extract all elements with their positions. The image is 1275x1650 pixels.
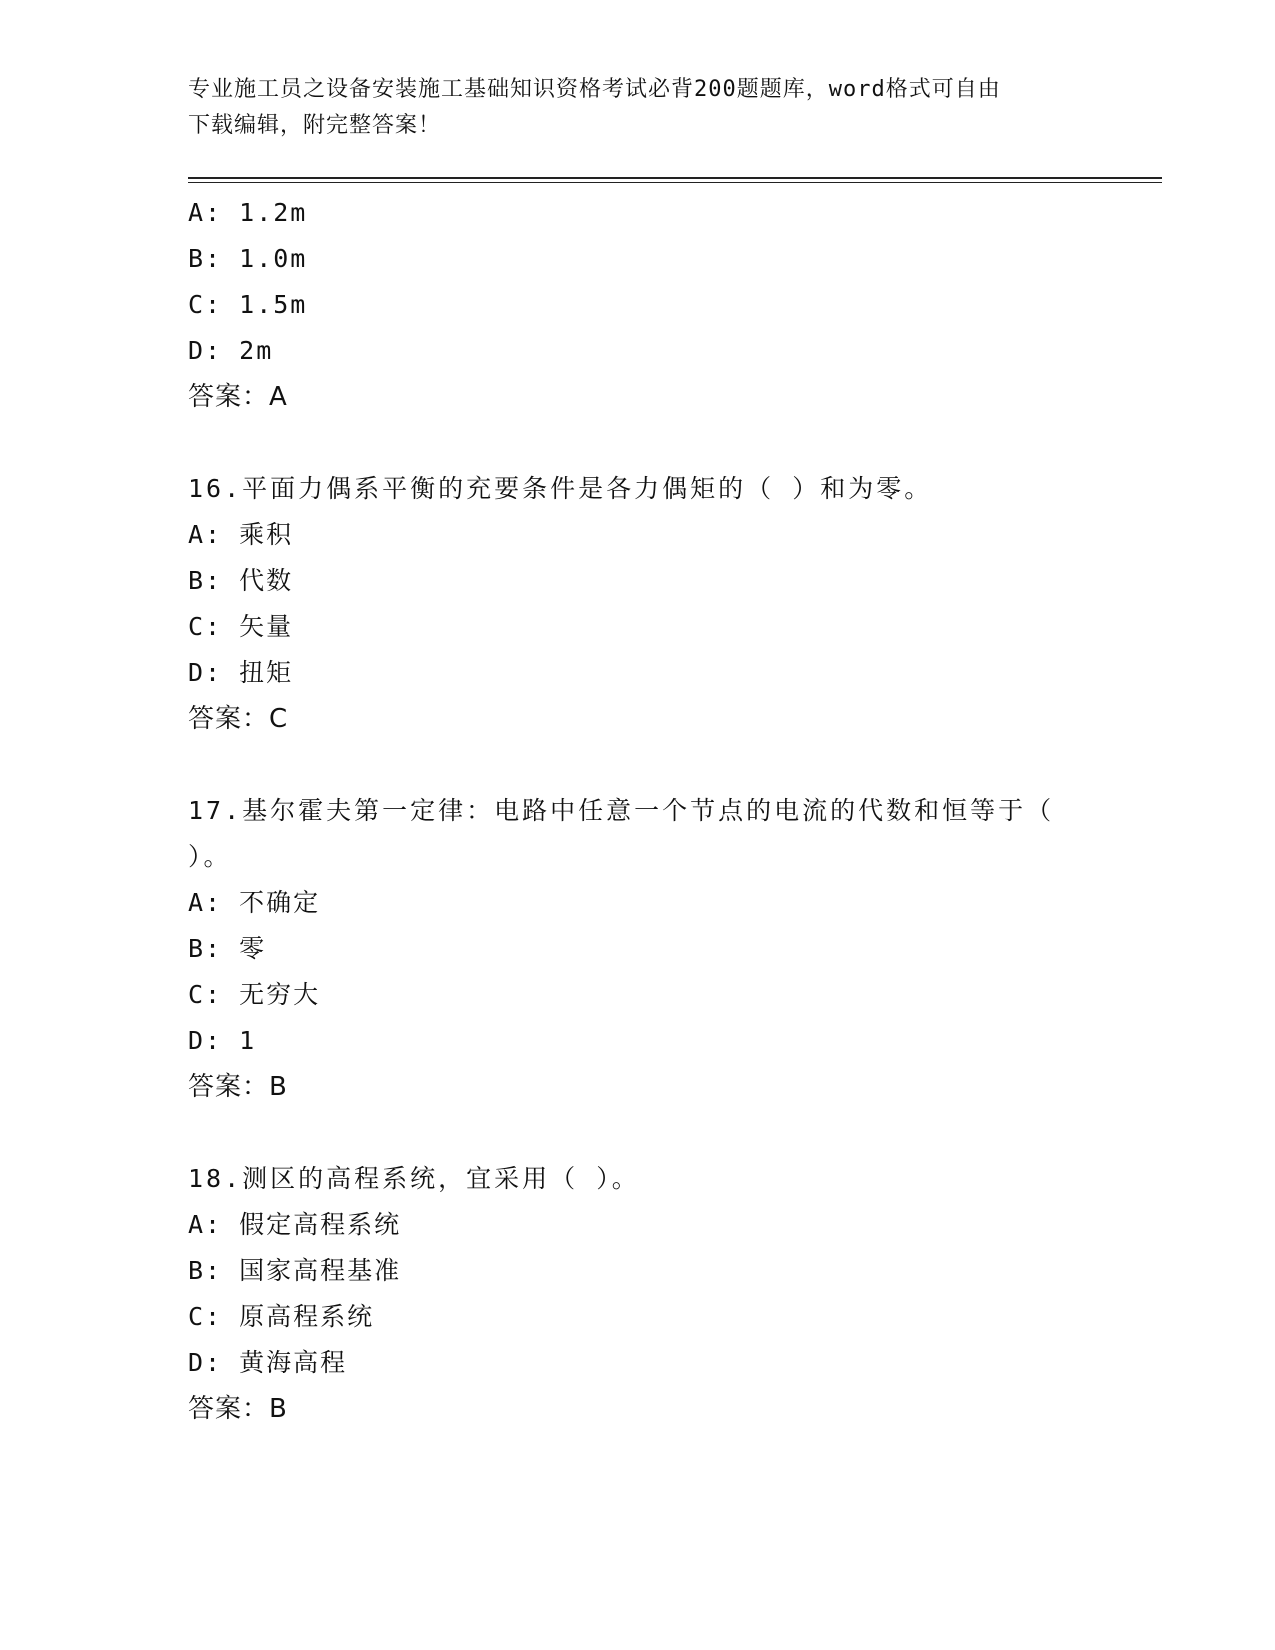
- option-b: B: 1.0m: [188, 244, 308, 273]
- option-a: A: 不确定: [188, 888, 321, 917]
- question-block-18: [188, 1156, 1088, 1432]
- option-d: D: 2m: [188, 336, 274, 365]
- option-c: C: 原高程系统: [188, 1302, 375, 1331]
- spacer: [188, 420, 1088, 466]
- question-text-line-2: ）。: [188, 842, 232, 871]
- question-block-17: [188, 788, 1088, 1110]
- answer-line: 答案：B: [188, 1072, 288, 1102]
- option-a: A: 乘积: [188, 520, 294, 549]
- option-c: C: 1.5m: [188, 290, 308, 319]
- question-text: 16.平面力偶系平衡的充要条件是各力偶矩的（ ）和为零。: [188, 474, 933, 503]
- header-line-2: 下载编辑，附完整答案！: [188, 113, 442, 138]
- option-b: B: 代数: [188, 566, 294, 595]
- question-block-16: [188, 466, 1088, 742]
- header-divider-thick: [188, 177, 1162, 179]
- option-d: D: 黄海高程: [188, 1348, 348, 1377]
- option-d: D: 1: [188, 1026, 257, 1055]
- option-b: B: 零: [188, 934, 267, 963]
- option-d: D: 扭矩: [188, 658, 294, 687]
- question-text-line-1: 17.基尔霍夫第一定律：电路中任意一个节点的电流的代数和恒等于（: [188, 796, 1055, 825]
- answer-line: 答案：B: [188, 1394, 288, 1424]
- document-header: [188, 72, 1088, 144]
- answer-line: 答案：C: [188, 704, 289, 734]
- spacer: [188, 1110, 1088, 1156]
- question-text: 18.测区的高程系统，宜采用（ ）。: [188, 1164, 640, 1193]
- option-b: B: 国家高程基准: [188, 1256, 402, 1285]
- header-divider-thin: [188, 182, 1162, 183]
- question-block-15: [188, 190, 1088, 420]
- header-line-1: 专业施工员之设备安装施工基础知识资格考试必背200题题库，word格式可自由: [188, 77, 1001, 102]
- option-c: C: 矢量: [188, 612, 294, 641]
- option-c: C: 无穷大: [188, 980, 321, 1009]
- question-list: [188, 190, 1088, 1432]
- option-a: A: 假定高程系统: [188, 1210, 402, 1239]
- option-a: A: 1.2m: [188, 198, 308, 227]
- answer-line: 答案：A: [188, 382, 288, 412]
- spacer: [188, 742, 1088, 788]
